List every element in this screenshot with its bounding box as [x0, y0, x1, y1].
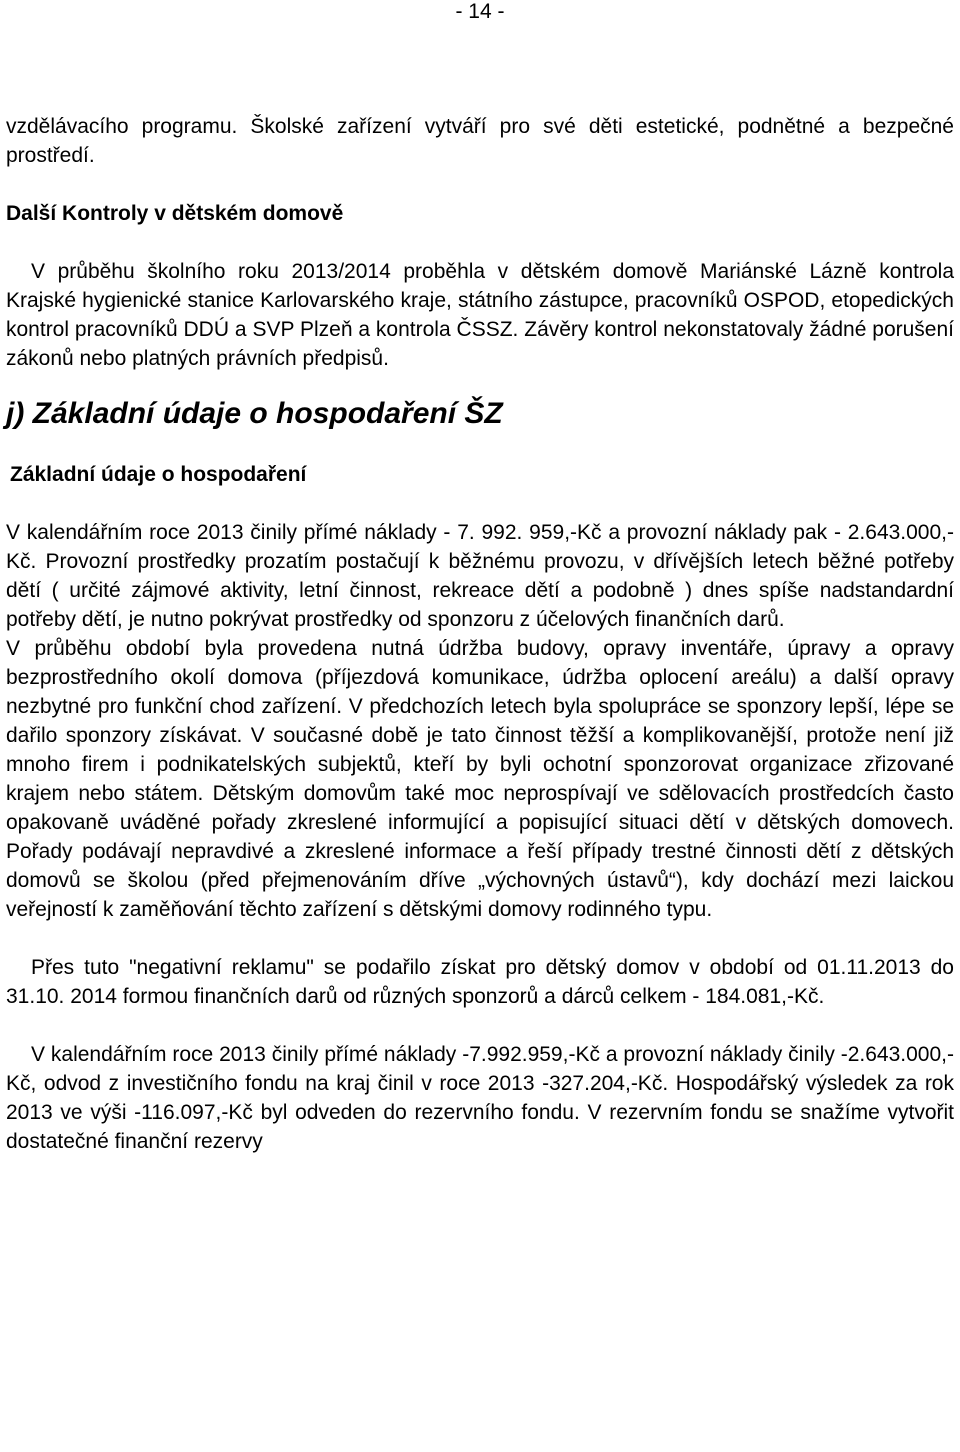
- kontroly-heading: Další Kontroly v dětském domově: [6, 202, 344, 225]
- opravy-paragraph: V průběhu období byla provedena nutná údržba budovy, opravy inventáře, úpravy a opravy bezprostředního okolí domova (příjezdová komunikace, údržba oplocení areálu) a další opravy nezbytné pro funkční chod zařízení. V předchozích letech byla spolupráce se sponzory lepší, lépe se dařilo sponzory získávat. V současné době je tato činnost těžší a komplikovanější, protože není již mnoho firem i podnikatelských subjektů, kteří by byli ochotní sponzorovat organizace zřizované krajem nebo státem. Dětským domovům také moc neprospívají ve sdělovacích prostředcích často opakovaně uváděné pořady zkreslené informující a popisující situaci dětí v dětských domovech. Pořady podávají nepravdivé a zkreslené informace a řeší případy trestné činnosti dětí z dětských domovů se školou (před přejmenováním dříve „výchovných ústavů“), kdy dochází mezi laickou veřejností k zaměňování těchto zařízení s dětskými domovy rodinného typu.: [6, 637, 954, 921]
- subsection-title: Základní údaje o hospodaření: [10, 463, 307, 486]
- page-content: [6, 112, 954, 1156]
- souhrn-paragraph: V kalendářním roce 2013 činily přímé náklady -7.992.959,-Kč a provozní náklady činily -2.643.000,-Kč, odvod z investičního fondu na kraj činil v roce 2013 -327.204,-Kč. Hospodářský výsledek za rok 2013 ve výši -116.097,-Kč byl odveden do rezervního fondu. V rezervním fondu se snažíme vytvořit dostatečné finanční rezervy: [6, 1043, 954, 1153]
- kontroly-paragraph: V průběhu školního roku 2013/2014 proběhla v dětském domově Mariánské Lázně kontrola Krajské hygienické stanice Karlovarského kraje, státního zástupce, pracovníků OSPOD, etopedických kontrol pracovníků DDÚ a SVP Plzeň a kontrola ČSSZ. Závěry kontrol nekonstatovaly žádné porušení zákonů nebo platných právních předpisů.: [6, 260, 954, 370]
- intro-paragraph: vzdělávacího programu. Školské zařízení vytváří pro své děti estetické, podnětné a bezpečné prostředí.: [6, 115, 954, 167]
- reklama-paragraph: Přes tuto "negativní reklamu" se podařilo získat pro dětský domov v období od 01.11.2013 do 31.10. 2014 formou finančních darů od různých sponzorů a dárců celkem - 184.081,-Kč.: [6, 956, 954, 1008]
- section-title: j) Základní údaje o hospodaření ŠZ: [6, 397, 503, 430]
- page-number: - 14 -: [455, 0, 505, 23]
- naklady-text: Provozní prostředky prozatím postačují k běžnému provozu, v dřívějších letech běžné potřeby dětí ( určité zájmové aktivity, letní činnost, rekreace dětí a podobně ) dnes spíše nadstandardní potřeby dětí, je nutno pokrývat prostředky od sponzoru z účelových finančních darů.: [6, 550, 954, 631]
- naklady-lead: V kalendářním roce 2013 činily přímé náklady - 7. 992. 959,-Kč a provozní náklady pak - 2.643.000,-Kč.: [6, 521, 954, 573]
- naklady-paragraph: [6, 518, 954, 634]
